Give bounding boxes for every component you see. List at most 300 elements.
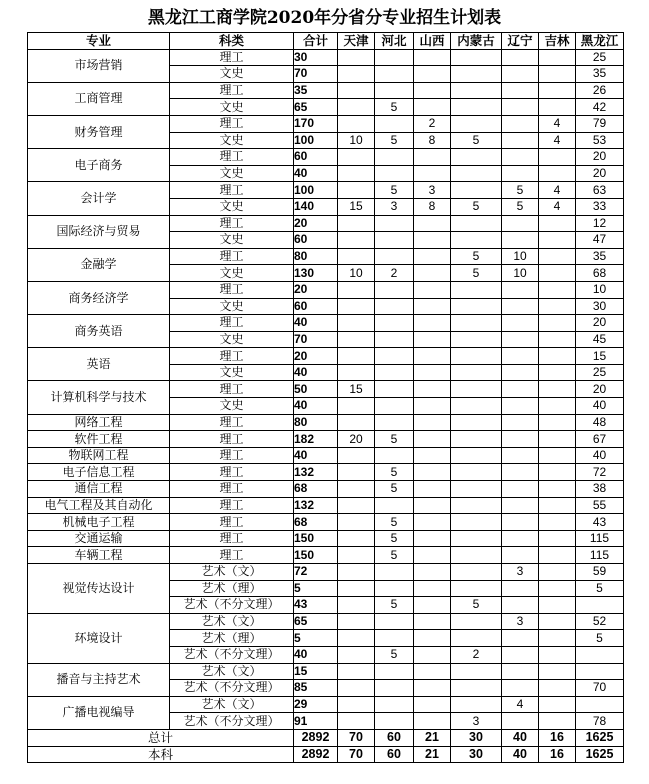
- major-name-cell: 会计学: [28, 182, 170, 215]
- sx-cell: [414, 315, 451, 332]
- total-cell: 68: [294, 514, 338, 531]
- total-cell: 170: [294, 115, 338, 132]
- hb-cell: [375, 381, 414, 398]
- hlj-cell: 25: [576, 364, 624, 381]
- sx-cell: [414, 696, 451, 713]
- hb-cell: [375, 696, 414, 713]
- category-cell: 文史: [170, 99, 294, 116]
- hlj-cell: 12: [576, 215, 624, 232]
- total-cell: 130: [294, 265, 338, 282]
- hlj-cell: 35: [576, 248, 624, 265]
- nmg-cell: [451, 696, 502, 713]
- sx-cell: [414, 713, 451, 730]
- jl-cell: [539, 149, 576, 166]
- sx-cell: [414, 564, 451, 581]
- table-row: [28, 115, 624, 132]
- hlj-cell: 47: [576, 232, 624, 249]
- sx-cell: [414, 149, 451, 166]
- hb-cell: 5: [375, 431, 414, 448]
- nmg-cell: [451, 281, 502, 298]
- sx-cell: [414, 547, 451, 564]
- jl-cell: [539, 530, 576, 547]
- nmg-cell: [451, 215, 502, 232]
- hlj-cell: 59: [576, 564, 624, 581]
- hb-cell: [375, 630, 414, 647]
- major-name-cell: 车辆工程: [28, 547, 170, 564]
- table-row: [28, 564, 624, 581]
- total-cell: 140: [294, 198, 338, 215]
- jl-cell: [539, 646, 576, 663]
- tj-cell: [338, 464, 375, 481]
- major-name-cell: 电气工程及其自动化: [28, 497, 170, 514]
- category-cell: 文史: [170, 198, 294, 215]
- sx-cell: [414, 447, 451, 464]
- nmg-cell: [451, 464, 502, 481]
- hlj-cell: 115: [576, 547, 624, 564]
- nmg-cell: [451, 182, 502, 199]
- hb-cell: [375, 215, 414, 232]
- sx-cell: [414, 481, 451, 498]
- ln-cell: [502, 580, 539, 597]
- hlj-cell: 43: [576, 514, 624, 531]
- major-name-cell: 环境设计: [28, 613, 170, 663]
- category-cell: 艺术（文）: [170, 663, 294, 680]
- hb-cell: [375, 115, 414, 132]
- hb-cell: 5: [375, 464, 414, 481]
- ln-cell: [502, 663, 539, 680]
- nmg-cell: [451, 315, 502, 332]
- nmg-cell: [451, 298, 502, 315]
- category-cell: 理工: [170, 431, 294, 448]
- ln-cell: [502, 331, 539, 348]
- hb-cell: [375, 398, 414, 415]
- hb-cell: [375, 414, 414, 431]
- hlj-cell: 26: [576, 82, 624, 99]
- sx-cell: [414, 364, 451, 381]
- ln-cell: [502, 646, 539, 663]
- summary-row: [28, 729, 624, 746]
- tj-cell: [338, 497, 375, 514]
- total-cell: 5: [294, 580, 338, 597]
- ln-cell: [502, 630, 539, 647]
- jl-cell: 4: [539, 132, 576, 149]
- major-name-cell: 网络工程: [28, 414, 170, 431]
- table-row: [28, 497, 624, 514]
- hb-cell: [375, 348, 414, 365]
- sx-cell: [414, 464, 451, 481]
- hb-cell: [375, 713, 414, 730]
- sx-cell: 3: [414, 182, 451, 199]
- hlj-cell: 55: [576, 497, 624, 514]
- category-cell: 理工: [170, 530, 294, 547]
- ln-cell: [502, 447, 539, 464]
- hlj-cell: [576, 597, 624, 614]
- table-row: [28, 447, 624, 464]
- total-cell: 182: [294, 431, 338, 448]
- table-row: [28, 182, 624, 199]
- jl-cell: [539, 680, 576, 697]
- nmg-cell: 5: [451, 198, 502, 215]
- hb-cell: [375, 564, 414, 581]
- summary-hb-cell: 60: [375, 729, 414, 746]
- jl-cell: [539, 66, 576, 83]
- jl-cell: [539, 464, 576, 481]
- hb-cell: [375, 680, 414, 697]
- tj-cell: [338, 149, 375, 166]
- ln-cell: [502, 348, 539, 365]
- hb-cell: [375, 298, 414, 315]
- nmg-cell: [451, 630, 502, 647]
- table-row: [28, 49, 624, 66]
- major-name-cell: 电子信息工程: [28, 464, 170, 481]
- major-name-cell: 英语: [28, 348, 170, 381]
- major-name-cell: 市场营销: [28, 49, 170, 82]
- jl-cell: [539, 398, 576, 415]
- nmg-cell: [451, 49, 502, 66]
- enrollment-plan-table: [27, 32, 624, 763]
- total-cell: 65: [294, 613, 338, 630]
- tj-cell: [338, 447, 375, 464]
- summary-tj-cell: 70: [338, 746, 375, 763]
- hb-cell: 5: [375, 547, 414, 564]
- ln-cell: [502, 514, 539, 531]
- jl-cell: [539, 547, 576, 564]
- header-liaoning: 辽宁: [502, 33, 539, 50]
- hlj-cell: 78: [576, 713, 624, 730]
- summary-hlj-cell: 1625: [576, 746, 624, 763]
- jl-cell: [539, 298, 576, 315]
- total-cell: 40: [294, 364, 338, 381]
- hlj-cell: 15: [576, 348, 624, 365]
- hb-cell: [375, 281, 414, 298]
- table-row: [28, 348, 624, 365]
- category-cell: 理工: [170, 149, 294, 166]
- hlj-cell: 35: [576, 66, 624, 83]
- category-cell: 艺术（理）: [170, 630, 294, 647]
- category-cell: 文史: [170, 232, 294, 249]
- hlj-cell: 63: [576, 182, 624, 199]
- hlj-cell: 20: [576, 149, 624, 166]
- tj-cell: [338, 646, 375, 663]
- summary-total-cell: 2892: [294, 746, 338, 763]
- table-row: [28, 464, 624, 481]
- sx-cell: [414, 514, 451, 531]
- hlj-cell: 45: [576, 331, 624, 348]
- jl-cell: [539, 248, 576, 265]
- category-cell: 文史: [170, 364, 294, 381]
- hb-cell: [375, 66, 414, 83]
- jl-cell: [539, 381, 576, 398]
- tj-cell: 10: [338, 265, 375, 282]
- total-cell: 50: [294, 381, 338, 398]
- hb-cell: 3: [375, 198, 414, 215]
- sx-cell: [414, 49, 451, 66]
- tj-cell: [338, 696, 375, 713]
- hlj-cell: 30: [576, 298, 624, 315]
- summary-row: [28, 746, 624, 763]
- ln-cell: [502, 497, 539, 514]
- hb-cell: 5: [375, 646, 414, 663]
- table-row: [28, 381, 624, 398]
- jl-cell: [539, 99, 576, 116]
- hlj-cell: 70: [576, 680, 624, 697]
- total-cell: 60: [294, 232, 338, 249]
- tj-cell: [338, 514, 375, 531]
- hlj-cell: 115: [576, 530, 624, 547]
- header-heilongjiang: 黑龙江: [576, 33, 624, 50]
- category-cell: 艺术（不分文理）: [170, 713, 294, 730]
- major-name-cell: 机械电子工程: [28, 514, 170, 531]
- jl-cell: [539, 447, 576, 464]
- category-cell: 艺术（文）: [170, 564, 294, 581]
- tj-cell: 20: [338, 431, 375, 448]
- nmg-cell: 2: [451, 646, 502, 663]
- nmg-cell: 5: [451, 248, 502, 265]
- jl-cell: [539, 597, 576, 614]
- nmg-cell: [451, 381, 502, 398]
- sx-cell: [414, 497, 451, 514]
- hlj-cell: 72: [576, 464, 624, 481]
- nmg-cell: [451, 547, 502, 564]
- jl-cell: [539, 663, 576, 680]
- nmg-cell: [451, 364, 502, 381]
- jl-cell: [539, 281, 576, 298]
- ln-cell: 4: [502, 696, 539, 713]
- total-cell: 72: [294, 564, 338, 581]
- table-body: [28, 49, 624, 763]
- major-name-cell: 金融学: [28, 248, 170, 281]
- jl-cell: [539, 82, 576, 99]
- header-shanxi: 山西: [414, 33, 451, 50]
- category-cell: 文史: [170, 265, 294, 282]
- header-major: 专业: [28, 33, 170, 50]
- major-name-cell: 计算机科学与技术: [28, 381, 170, 414]
- nmg-cell: [451, 232, 502, 249]
- ln-cell: 5: [502, 182, 539, 199]
- category-cell: 理工: [170, 248, 294, 265]
- jl-cell: [539, 713, 576, 730]
- hlj-cell: [576, 696, 624, 713]
- category-cell: 理工: [170, 414, 294, 431]
- summary-ln-cell: 40: [502, 746, 539, 763]
- nmg-cell: [451, 447, 502, 464]
- sx-cell: [414, 431, 451, 448]
- ln-cell: 3: [502, 564, 539, 581]
- sx-cell: [414, 348, 451, 365]
- table-row: [28, 315, 624, 332]
- sx-cell: [414, 663, 451, 680]
- ln-cell: [502, 680, 539, 697]
- jl-cell: [539, 348, 576, 365]
- nmg-cell: [451, 564, 502, 581]
- tj-cell: 15: [338, 198, 375, 215]
- jl-cell: [539, 165, 576, 182]
- sx-cell: [414, 680, 451, 697]
- header-tianjin: 天津: [338, 33, 375, 50]
- header-total: 合计: [294, 33, 338, 50]
- nmg-cell: [451, 398, 502, 415]
- header-row: [28, 33, 624, 50]
- category-cell: 文史: [170, 298, 294, 315]
- tj-cell: [338, 99, 375, 116]
- category-cell: 理工: [170, 215, 294, 232]
- sx-cell: [414, 165, 451, 182]
- ln-cell: 10: [502, 248, 539, 265]
- jl-cell: [539, 265, 576, 282]
- hlj-cell: 20: [576, 165, 624, 182]
- total-cell: 65: [294, 99, 338, 116]
- tj-cell: [338, 298, 375, 315]
- total-cell: 40: [294, 315, 338, 332]
- total-cell: 40: [294, 165, 338, 182]
- nmg-cell: [451, 165, 502, 182]
- nmg-cell: 5: [451, 132, 502, 149]
- ln-cell: [502, 530, 539, 547]
- hlj-cell: 40: [576, 398, 624, 415]
- ln-cell: [502, 315, 539, 332]
- hlj-cell: [576, 663, 624, 680]
- tj-cell: [338, 530, 375, 547]
- hb-cell: [375, 580, 414, 597]
- category-cell: 理工: [170, 82, 294, 99]
- tj-cell: [338, 331, 375, 348]
- tj-cell: 10: [338, 132, 375, 149]
- tj-cell: [338, 49, 375, 66]
- sx-cell: [414, 99, 451, 116]
- table-row: [28, 613, 624, 630]
- sx-cell: [414, 82, 451, 99]
- jl-cell: [539, 414, 576, 431]
- total-cell: 15: [294, 663, 338, 680]
- tj-cell: 15: [338, 381, 375, 398]
- hb-cell: [375, 331, 414, 348]
- sx-cell: [414, 414, 451, 431]
- summary-sx-cell: 21: [414, 746, 451, 763]
- sx-cell: [414, 530, 451, 547]
- header-hebei: 河北: [375, 33, 414, 50]
- major-name-cell: 财务管理: [28, 115, 170, 148]
- tj-cell: [338, 315, 375, 332]
- table-row: [28, 431, 624, 448]
- tj-cell: [338, 232, 375, 249]
- ln-cell: [502, 132, 539, 149]
- nmg-cell: [451, 414, 502, 431]
- ln-cell: [502, 49, 539, 66]
- sx-cell: [414, 630, 451, 647]
- hlj-cell: 10: [576, 281, 624, 298]
- total-cell: 150: [294, 530, 338, 547]
- table-row: [28, 215, 624, 232]
- category-cell: 理工: [170, 447, 294, 464]
- sx-cell: [414, 248, 451, 265]
- hb-cell: 5: [375, 182, 414, 199]
- category-cell: 文史: [170, 331, 294, 348]
- category-cell: 理工: [170, 481, 294, 498]
- jl-cell: [539, 49, 576, 66]
- hlj-cell: 33: [576, 198, 624, 215]
- summary-total-cell: 2892: [294, 729, 338, 746]
- table-row: [28, 281, 624, 298]
- table-row: [28, 530, 624, 547]
- ln-cell: 10: [502, 265, 539, 282]
- jl-cell: [539, 613, 576, 630]
- ln-cell: [502, 66, 539, 83]
- hlj-cell: [576, 646, 624, 663]
- sx-cell: [414, 298, 451, 315]
- hb-cell: 5: [375, 99, 414, 116]
- sx-cell: [414, 381, 451, 398]
- tj-cell: [338, 281, 375, 298]
- total-cell: 70: [294, 66, 338, 83]
- ln-cell: [502, 414, 539, 431]
- jl-cell: 4: [539, 198, 576, 215]
- jl-cell: [539, 331, 576, 348]
- sx-cell: [414, 613, 451, 630]
- sx-cell: [414, 265, 451, 282]
- hb-cell: 5: [375, 481, 414, 498]
- tj-cell: [338, 564, 375, 581]
- ln-cell: 3: [502, 613, 539, 630]
- jl-cell: 4: [539, 182, 576, 199]
- major-name-cell: 国际经济与贸易: [28, 215, 170, 248]
- ln-cell: [502, 547, 539, 564]
- hb-cell: [375, 497, 414, 514]
- tj-cell: [338, 481, 375, 498]
- ln-cell: [502, 464, 539, 481]
- total-cell: 85: [294, 680, 338, 697]
- table-row: [28, 248, 624, 265]
- total-cell: 70: [294, 331, 338, 348]
- category-cell: 理工: [170, 281, 294, 298]
- category-cell: 理工: [170, 381, 294, 398]
- tj-cell: [338, 115, 375, 132]
- total-cell: 100: [294, 182, 338, 199]
- jl-cell: [539, 564, 576, 581]
- header-category: 科类: [170, 33, 294, 50]
- category-cell: 理工: [170, 464, 294, 481]
- sx-cell: [414, 281, 451, 298]
- tj-cell: [338, 713, 375, 730]
- sx-cell: [414, 66, 451, 83]
- sx-cell: 8: [414, 132, 451, 149]
- sx-cell: [414, 398, 451, 415]
- ln-cell: [502, 99, 539, 116]
- hb-cell: [375, 248, 414, 265]
- hb-cell: [375, 149, 414, 166]
- major-name-cell: 通信工程: [28, 481, 170, 498]
- category-cell: 艺术（不分文理）: [170, 646, 294, 663]
- ln-cell: [502, 713, 539, 730]
- hb-cell: [375, 447, 414, 464]
- jl-cell: [539, 232, 576, 249]
- category-cell: 理工: [170, 315, 294, 332]
- table-row: [28, 149, 624, 166]
- hlj-cell: 68: [576, 265, 624, 282]
- summary-tj-cell: 70: [338, 729, 375, 746]
- hlj-cell: 52: [576, 613, 624, 630]
- tj-cell: [338, 547, 375, 564]
- total-cell: 29: [294, 696, 338, 713]
- jl-cell: [539, 431, 576, 448]
- summary-ln-cell: 40: [502, 729, 539, 746]
- major-name-cell: 交通运输: [28, 530, 170, 547]
- total-cell: 60: [294, 298, 338, 315]
- tj-cell: [338, 165, 375, 182]
- hb-cell: 2: [375, 265, 414, 282]
- sx-cell: [414, 646, 451, 663]
- sx-cell: [414, 232, 451, 249]
- sx-cell: 8: [414, 198, 451, 215]
